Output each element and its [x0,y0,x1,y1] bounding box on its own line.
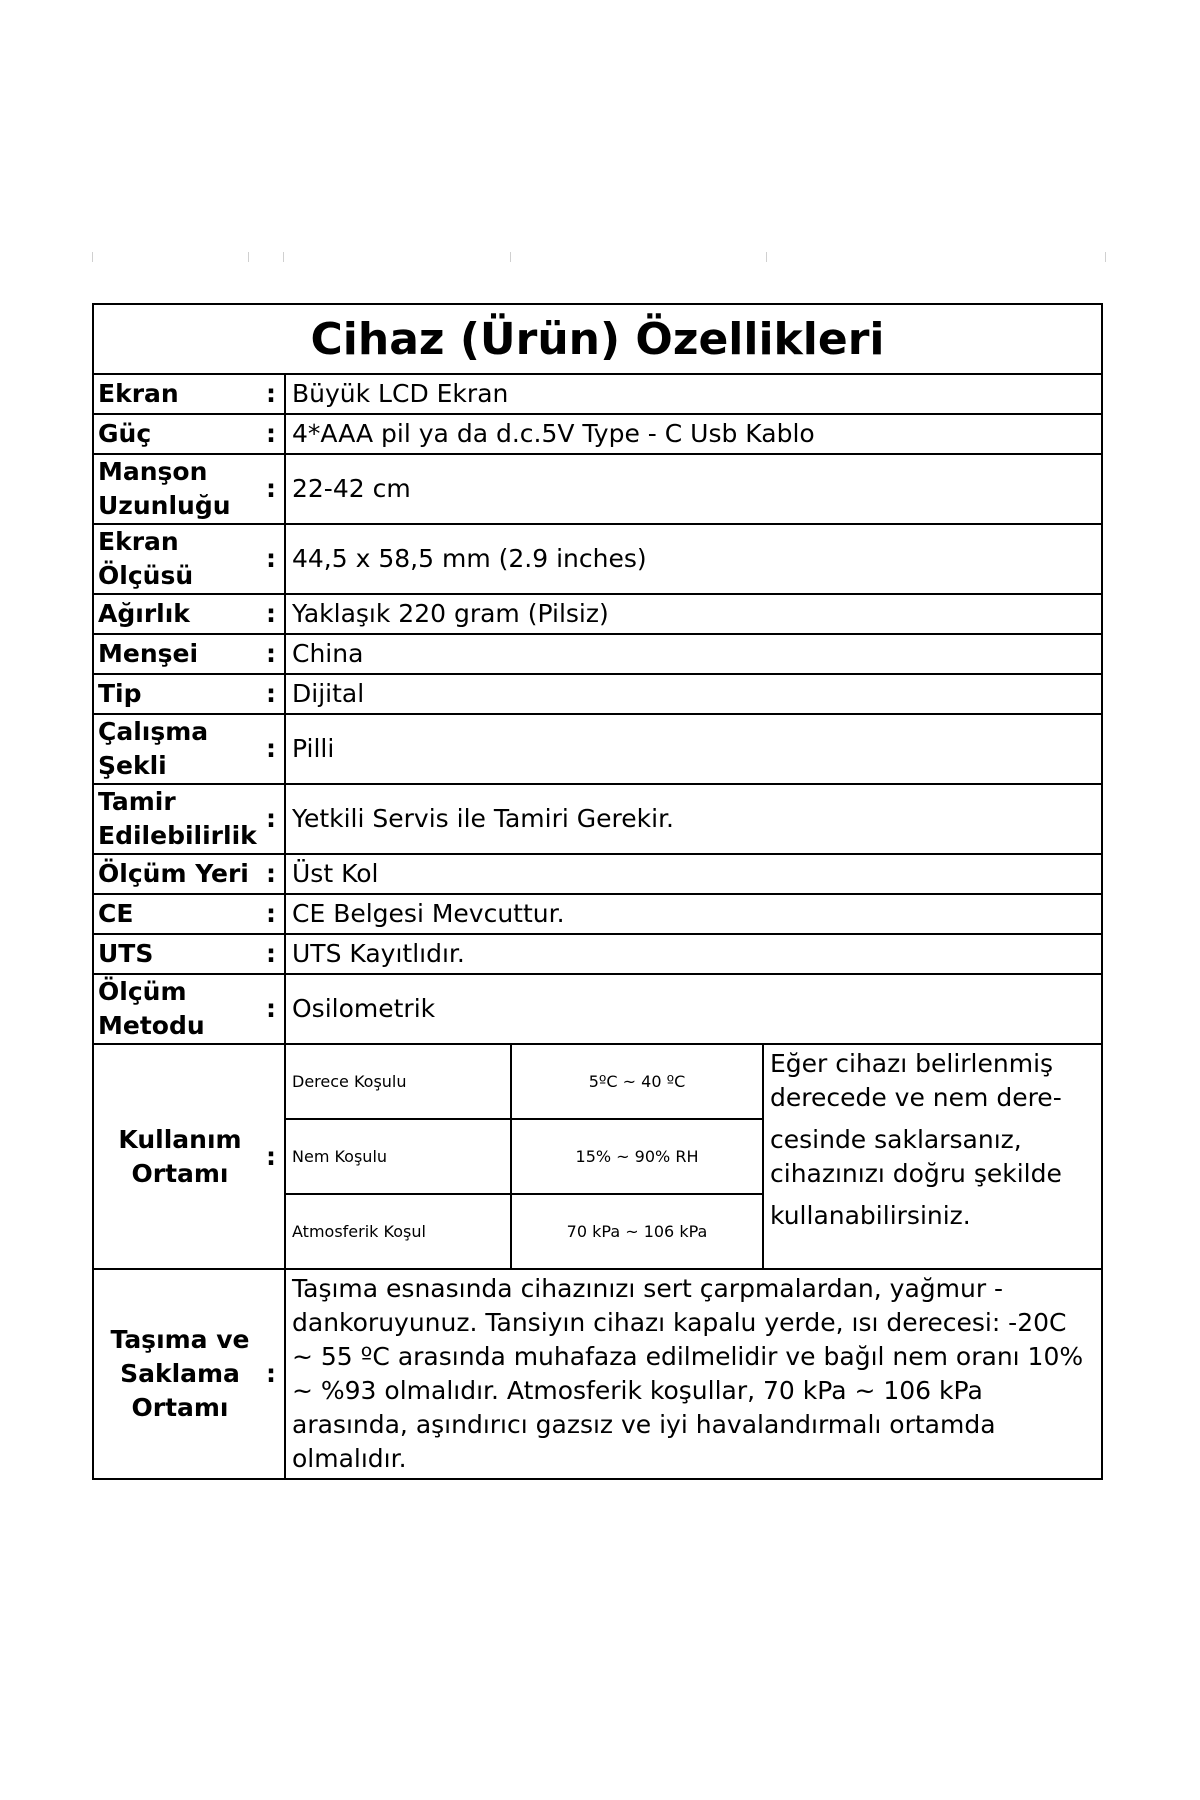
spec-value: 4*AAA pil ya da d.c.5V Type - C Usb Kablo [285,414,1102,454]
usage-note: Eğer cihazı belirlenmiş derecede ve nem dere- cesinde saklarsanız, cihazınızı doğru şekilde kullanabilirsiniz. [763,1044,1102,1269]
spec-label: Güç : [93,414,285,454]
spec-value: China [285,634,1102,674]
scan-tick [92,252,93,262]
storage-row [93,1269,1102,1479]
spec-label: Menşei : [93,634,285,674]
spec-row [93,714,1102,784]
spec-value: Büyük LCD Ekran [285,374,1102,414]
spec-label: Ağırlık : [93,594,285,634]
usage-label: Kullanım Ortamı : [93,1044,285,1269]
scan-tick [510,252,511,262]
spec-value: Pilli [285,714,1102,784]
spec-label: Ekran Ölçüsü : [93,524,285,594]
spec-value: 22-42 cm [285,454,1102,524]
condition-range: 70 kPa ~ 106 kPa [511,1194,763,1269]
spec-row [93,934,1102,974]
spec-row [93,784,1102,854]
usage-row [93,1044,1102,1119]
condition-range: 5ºC ~ 40 ºC [511,1044,763,1119]
spec-value: Yetkili Servis ile Tamiri Gerekir. [285,784,1102,854]
page-title: Cihaz (Ürün) Özellikleri [93,304,1102,374]
spec-row [93,594,1102,634]
spec-row [93,634,1102,674]
storage-label: Taşıma ve Saklama Ortamı : [93,1269,285,1479]
spec-label: Tamir Edilebilirlik : [93,784,285,854]
spec-label: Çalışma Şekli : [93,714,285,784]
scan-tick [1105,252,1106,262]
spec-label: Manşon Uzunluğu : [93,454,285,524]
condition-name: Derece Koşulu [285,1044,511,1119]
spec-label: UTS : [93,934,285,974]
spec-row [93,974,1102,1044]
scan-tick [766,252,767,262]
storage-text: Taşıma esnasında cihazınızı sert çarpmalardan, yağmur -dankoruyunuz. Tansiyın cihazı kapalu yerde, ısı derecesi: -20C ~ 55 ºC arasında muhafaza edilmelidir ve bağıl nem oranı 10% ~ %93 olmalıdır. Atmosferik koşullar, 70 kPa ~ 106 kPa arasında, aşındırıcı gazsız ve iyi havalandırmalı ortamda olmalıdır. [285,1269,1102,1479]
spec-value: 44,5 x 58,5 mm (2.9 inches) [285,524,1102,594]
condition-range: 15% ~ 90% RH [511,1119,763,1194]
spec-value: Dijital [285,674,1102,714]
spec-label: Ekran : [93,374,285,414]
scan-tick [248,252,249,262]
spec-row [93,894,1102,934]
spec-label: Ölçüm Yeri : [93,854,285,894]
spec-label: Ölçüm Metodu : [93,974,285,1044]
spec-row [93,454,1102,524]
spec-row [93,414,1102,454]
spec-row [93,524,1102,594]
spec-value: UTS Kayıtlıdır. [285,934,1102,974]
spec-row [93,854,1102,894]
spec-value: CE Belgesi Mevcuttur. [285,894,1102,934]
spec-value: Osilometrik [285,974,1102,1044]
condition-name: Nem Koşulu [285,1119,511,1194]
spec-value: Üst Kol [285,854,1102,894]
spec-row [93,374,1102,414]
spec-table [92,303,1103,1480]
condition-name: Atmosferik Koşul [285,1194,511,1269]
spec-label: CE : [93,894,285,934]
spec-row [93,674,1102,714]
spec-label: Tip : [93,674,285,714]
scan-tick [283,252,284,262]
spec-value: Yaklaşık 220 gram (Pilsiz) [285,594,1102,634]
